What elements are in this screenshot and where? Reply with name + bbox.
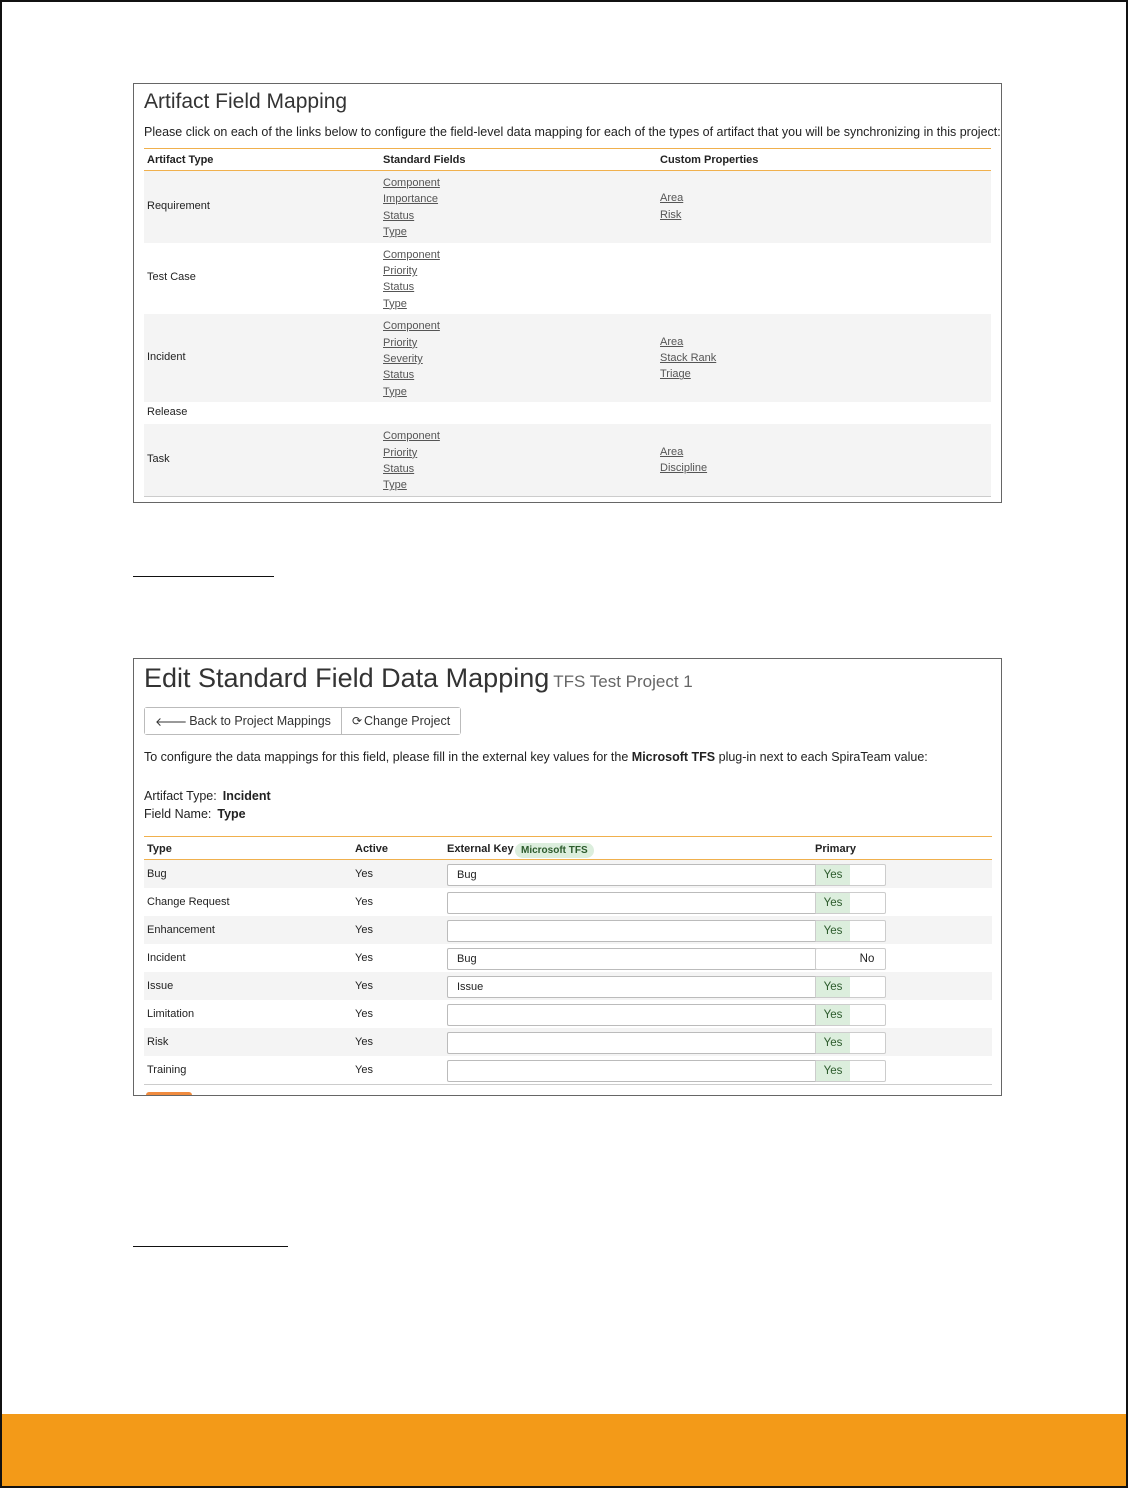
external-key-input[interactable]	[447, 1032, 817, 1054]
separator-rule	[133, 1246, 288, 1247]
standard-field-link[interactable]: Importance	[383, 193, 439, 206]
standard-fields-list	[383, 318, 440, 400]
primary-toggle[interactable]	[815, 976, 886, 998]
custom-property-link[interactable]: Triage	[660, 368, 691, 381]
type-cell: Issue	[147, 980, 174, 992]
table-row	[144, 243, 991, 315]
table-row	[144, 1028, 992, 1056]
table-row	[144, 916, 992, 944]
artifact-type-cell: Test Case	[147, 271, 196, 284]
primary-toggle[interactable]	[815, 864, 886, 886]
col-type: Type	[147, 843, 172, 855]
artifact-mapping-title: Artifact Field Mapping	[144, 90, 348, 113]
table-row	[144, 860, 992, 888]
artifact-mapping-intro: Please click on each of the links below to configure the field-level data mapping for each of the types of artifact that you will be synchronizing in this project:	[144, 125, 1001, 139]
standard-field-link[interactable]: Priority	[383, 265, 418, 277]
toggle-blank	[850, 977, 884, 997]
col-primary: Primary	[815, 843, 856, 855]
primary-toggle[interactable]	[815, 948, 886, 970]
plugin-name: Microsoft TFS	[631, 750, 716, 764]
custom-property-link[interactable]: Area	[660, 192, 684, 205]
col-active: Active	[355, 843, 389, 855]
col-external-key: External Key	[447, 843, 514, 855]
toggle-yes: Yes	[816, 893, 850, 913]
standard-field-link[interactable]: Component	[383, 177, 440, 189]
field-name-label: Field Name:	[144, 807, 212, 821]
toggle-blank	[850, 1005, 884, 1025]
table-bottom-rule	[144, 496, 991, 497]
standard-field-link[interactable]: Status	[383, 463, 415, 475]
standard-field-link[interactable]: Type	[383, 385, 407, 398]
toggle-yes: Yes	[816, 1061, 850, 1081]
col-standard-fields: Standard Fields	[383, 154, 466, 166]
artifact-type-cell: Task	[147, 452, 170, 465]
artifact-type-value: Incident	[222, 789, 271, 803]
type-cell: Incident	[147, 952, 186, 964]
col-custom-properties: Custom Properties	[660, 154, 759, 166]
table-row	[144, 972, 992, 1000]
artifact-field-mapping-panel	[133, 83, 1002, 503]
field-name-value: Type	[217, 807, 246, 821]
artifact-type-cell: Incident	[147, 351, 186, 364]
table-row	[144, 171, 991, 243]
toggle-blank	[850, 1033, 884, 1053]
toggle-yes: Yes	[816, 865, 850, 885]
table-row	[144, 314, 991, 402]
type-cell: Change Request	[147, 896, 230, 908]
toggle-blank	[850, 865, 884, 885]
col-artifact-type: Artifact Type	[147, 154, 214, 166]
table-header	[144, 149, 991, 171]
edit-mapping-title: Edit Standard Field Data Mapping	[144, 663, 550, 693]
primary-toggle[interactable]	[815, 1004, 886, 1026]
artifact-type-label: Artifact Type:	[144, 789, 217, 803]
toggle-blank	[850, 921, 884, 941]
custom-property-link[interactable]: Discipline	[660, 461, 708, 474]
standard-field-link[interactable]: Type	[383, 297, 407, 310]
plugin-badge: Microsoft TFS	[515, 843, 594, 858]
type-cell: Bug	[147, 868, 167, 880]
toggle-yes: Yes	[816, 1033, 850, 1053]
table-row	[144, 1056, 992, 1084]
external-key-input[interactable]: Bug	[447, 948, 817, 970]
table-row	[144, 888, 992, 916]
footer-band	[2, 1414, 1126, 1486]
table-header	[144, 837, 992, 860]
table-row	[144, 1000, 992, 1028]
primary-toggle[interactable]	[815, 892, 886, 914]
toggle-blank	[850, 1061, 884, 1081]
external-key-input[interactable]	[447, 1004, 817, 1026]
external-key-input[interactable]	[447, 1060, 817, 1082]
active-cell: Yes	[355, 924, 373, 936]
active-cell: Yes	[355, 980, 373, 992]
type-cell: Risk	[147, 1036, 169, 1048]
standard-field-link[interactable]: Priority	[383, 446, 418, 459]
toggle-no: No	[859, 953, 875, 965]
separator-rule	[133, 576, 274, 577]
toggle-blank	[850, 893, 884, 913]
standard-fields-list	[383, 175, 440, 241]
primary-toggle[interactable]	[815, 1032, 886, 1054]
active-cell: Yes	[355, 1064, 373, 1076]
active-cell: Yes	[355, 896, 373, 908]
standard-fields-list	[383, 428, 440, 494]
change-button-label: Change Project	[364, 714, 451, 728]
field-name-info	[144, 807, 246, 821]
table-bottom-rule	[144, 1084, 992, 1085]
table-row	[144, 402, 991, 424]
page-title	[144, 663, 693, 694]
instructions-text: To configure the data mappings for this field, please fill in the external key values for the	[144, 750, 629, 764]
standard-field-link[interactable]: Component	[383, 248, 440, 261]
project-subtitle: TFS Test Project 1	[553, 672, 693, 691]
back-to-project-mappings-button[interactable]	[145, 708, 341, 734]
toggle-blank	[816, 949, 850, 969]
standard-field-link[interactable]: Type	[383, 226, 407, 239]
instructions	[144, 750, 928, 764]
custom-property-link[interactable]: Risk	[660, 208, 682, 221]
artifact-type-cell: Release	[147, 406, 188, 419]
back-button-label: Back to Project Mappings	[189, 714, 331, 728]
artifact-type-info	[144, 789, 271, 803]
active-cell: Yes	[355, 868, 373, 880]
standard-fields-list	[383, 247, 440, 313]
instructions-text-end: plug-in next to each SpiraTeam value:	[718, 750, 928, 764]
external-key-input[interactable]	[447, 920, 817, 942]
active-cell: Yes	[355, 952, 373, 964]
standard-field-link[interactable]: Status	[383, 209, 415, 222]
save-button[interactable]	[146, 1092, 192, 1096]
table-row	[144, 424, 991, 496]
standard-field-link[interactable]: Status	[383, 281, 415, 294]
external-key-input[interactable]	[447, 892, 817, 914]
custom-properties-list	[660, 190, 683, 223]
standard-field-link[interactable]: Severity	[383, 353, 423, 365]
refresh-icon: ⟳	[351, 714, 362, 728]
toolbar-button-group	[144, 707, 461, 735]
active-cell: Yes	[355, 1008, 373, 1020]
toggle-yes: Yes	[816, 921, 850, 941]
custom-property-link[interactable]: Stack Rank	[660, 351, 717, 364]
custom-property-link[interactable]: Area	[660, 335, 684, 348]
toggle-yes: Yes	[816, 977, 850, 997]
standard-field-link[interactable]: Type	[383, 479, 407, 492]
type-cell: Training	[147, 1064, 187, 1076]
primary-toggle[interactable]	[815, 1060, 886, 1082]
standard-field-link[interactable]: Component	[383, 320, 440, 333]
mapping-table	[144, 836, 992, 1085]
primary-toggle[interactable]	[815, 920, 886, 942]
external-key-input[interactable]: Issue	[447, 976, 817, 998]
artifact-mapping-table	[144, 148, 991, 497]
custom-property-link[interactable]: Area	[660, 445, 684, 458]
change-project-button[interactable]	[341, 708, 460, 734]
custom-properties-list	[660, 444, 707, 477]
type-cell: Enhancement	[147, 924, 215, 936]
standard-field-link[interactable]: Priority	[383, 336, 418, 349]
artifact-type-cell: Requirement	[147, 199, 210, 212]
external-key-input[interactable]: Bug	[447, 864, 817, 886]
active-cell: Yes	[355, 1036, 373, 1048]
table-row	[144, 944, 992, 972]
arrow-left-icon: 🡐	[155, 714, 188, 729]
type-cell: Limitation	[147, 1008, 195, 1020]
custom-properties-list	[660, 334, 716, 383]
edit-field-mapping-panel	[133, 658, 1002, 1096]
toggle-yes: Yes	[816, 1005, 850, 1025]
standard-field-link[interactable]: Status	[383, 369, 415, 382]
standard-field-link[interactable]: Component	[383, 430, 440, 443]
